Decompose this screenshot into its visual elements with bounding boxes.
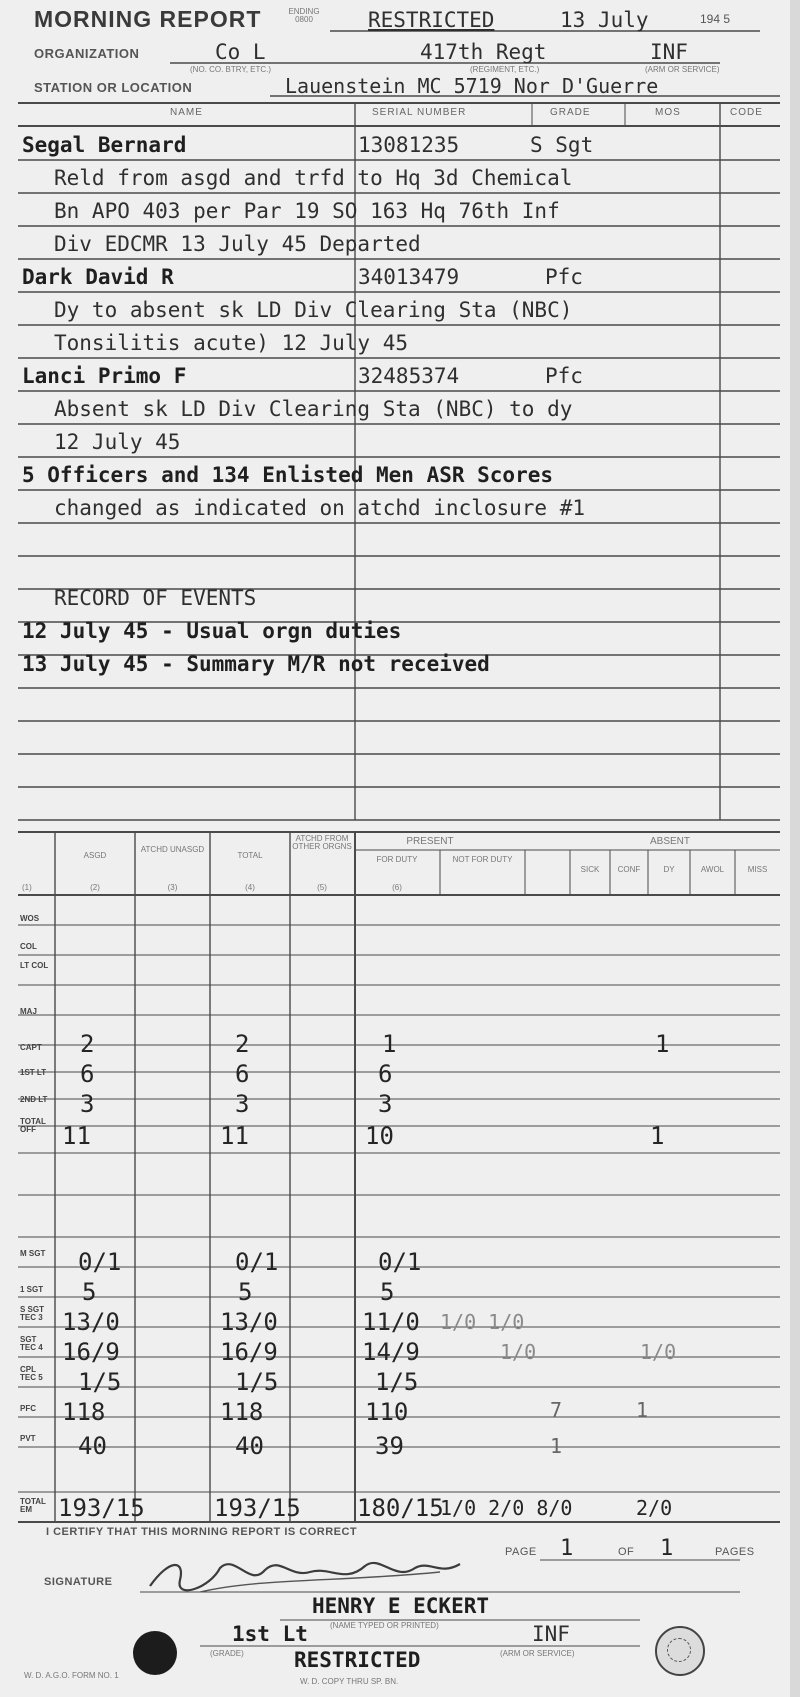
- col-grade-header: GRADE: [550, 107, 591, 118]
- ending-label: ENDING 0800: [288, 7, 320, 24]
- strength-absent: 1: [655, 1030, 670, 1058]
- col-code-header: CODE: [730, 107, 763, 118]
- rank-label: CPL TEC 5: [20, 1365, 43, 1382]
- absent-sub-header: MISS: [747, 865, 768, 874]
- name-caption: (NAME TYPED OR PRINTED): [330, 1621, 439, 1630]
- handwritten-signature: [140, 1548, 500, 1598]
- strength-asgd: 2: [80, 1030, 95, 1058]
- strength-for-duty: 180/15: [357, 1494, 444, 1522]
- event-item: 12 July 45 - Usual orgn duties: [22, 619, 402, 643]
- report-title: MORNING REPORT: [34, 6, 262, 32]
- strength-for-duty: 3: [378, 1090, 393, 1118]
- present-header: PRESENT: [406, 836, 454, 847]
- strength-total: 118: [220, 1398, 264, 1426]
- rank-label: PFC: [20, 1404, 36, 1413]
- rank-label: SGT TEC 4: [20, 1335, 43, 1352]
- regt-sub-label: (REGIMENT, ETC.): [470, 65, 540, 74]
- header-classification: RESTRICTED: [368, 8, 495, 32]
- strength-present-other: 1/0 1/0: [440, 1310, 525, 1334]
- strength-total: 13/0: [220, 1308, 278, 1336]
- entry-remark: 12 July 45: [54, 430, 181, 454]
- entry-remark: changed as indicated on atchd inclosure #1: [54, 496, 586, 520]
- organization-company: Co L: [215, 40, 266, 64]
- atchd-from-other-header: ATCHD FROM OTHER ORGNS: [292, 834, 352, 851]
- certify-statement: I CERTIFY THAT THIS MORNING REPORT IS CORRECT: [46, 1526, 358, 1538]
- strength-asgd: 5: [82, 1278, 97, 1306]
- rank-label: TOTAL EM: [20, 1497, 46, 1514]
- total-num: (4): [245, 883, 255, 892]
- strength-for-duty: 110: [365, 1398, 409, 1426]
- rank-label: M SGT: [20, 1249, 46, 1258]
- strength-for-duty: 5: [380, 1278, 395, 1306]
- strength-for-duty: 11/0: [362, 1308, 420, 1336]
- rank-label: WOS: [20, 914, 40, 923]
- strength-absent: 1: [636, 1398, 649, 1422]
- atchd-from-other-num: (5): [317, 883, 327, 892]
- rank-label: MAJ: [20, 1007, 37, 1016]
- col-name-header: NAME: [170, 107, 203, 118]
- of-label: OF: [618, 1546, 635, 1558]
- report-year: 194 5: [700, 12, 731, 26]
- grade-caption: (GRADE): [210, 1649, 244, 1658]
- entry-name: Segal Bernard: [22, 133, 187, 157]
- strength-for-duty: 6: [378, 1060, 393, 1088]
- strength-asgd: 6: [80, 1060, 95, 1088]
- strength-for-duty: 1/5: [375, 1368, 419, 1396]
- strength-asgd: 13/0: [62, 1308, 120, 1336]
- events-heading: RECORD OF EVENTS: [54, 586, 257, 610]
- strength-asgd: 0/1: [78, 1248, 122, 1276]
- entry-name: Dark David R: [22, 265, 174, 289]
- strength-present-other: 7: [550, 1398, 563, 1422]
- absent-sub-header: DY: [663, 865, 675, 874]
- rank-label: LT COL: [20, 961, 49, 970]
- atchd-unasgd-header: ATCHD UNASGD: [140, 845, 205, 854]
- col-serial-header: SERIAL NUMBER: [372, 107, 467, 118]
- strength-total: 11: [220, 1122, 249, 1150]
- for-duty-header: FOR DUTY: [376, 855, 418, 864]
- strength-asgd: 1/5: [78, 1368, 122, 1396]
- rank-label: 2ND LT: [20, 1095, 48, 1104]
- strength-absent: 1: [650, 1122, 665, 1150]
- signer-service: INF: [532, 1622, 570, 1646]
- strength-total: 193/15: [214, 1494, 301, 1522]
- station-label: STATION OR LOCATION: [34, 80, 193, 95]
- page-number: 1: [560, 1536, 574, 1561]
- copy-note: W. D. COPY THRU SP. BN.: [300, 1677, 399, 1686]
- entry-remark: Tonsilitis acute) 12 July 45: [54, 331, 409, 355]
- present-sub-header: NOT FOR DUTY: [452, 855, 513, 864]
- report-date: 13 July: [560, 8, 649, 32]
- strength-total: 40: [235, 1432, 264, 1460]
- signer-grade: 1st Lt: [232, 1622, 308, 1646]
- signer-name: HENRY E ECKERT: [312, 1594, 490, 1618]
- organization-label: ORGANIZATION: [34, 46, 140, 61]
- strength-total: 16/9: [220, 1338, 278, 1366]
- event-item: 13 July 45 - Summary M/R not received: [22, 652, 490, 676]
- entry-remark: Absent sk LD Div Clearing Sta (NBC) to dy: [54, 397, 573, 421]
- rank-label: CAPT: [20, 1043, 42, 1052]
- strength-for-duty: 0/1: [378, 1248, 422, 1276]
- atchd-unasgd-num: (3): [167, 883, 178, 892]
- form-id: W. D. A.G.O. FORM NO. 1: [24, 1671, 119, 1680]
- asgd-num: (2): [90, 883, 100, 892]
- col1-header: (1): [22, 883, 32, 892]
- strength-for-duty: 14/9: [362, 1338, 420, 1366]
- entry-grade: S Sgt: [530, 133, 594, 157]
- strength-for-duty: 10: [365, 1122, 394, 1150]
- absent-sub-header: CONF: [617, 865, 641, 874]
- punch-hole-left: [133, 1631, 177, 1675]
- strength-for-duty: 39: [375, 1432, 404, 1460]
- strength-total: 5: [238, 1278, 253, 1306]
- entry-remark: Div EDCMR 13 July 45 Departed: [54, 232, 421, 256]
- strength-asgd: 11: [62, 1122, 91, 1150]
- organization-service: INF: [650, 40, 688, 64]
- rank-label: S SGT TEC 3: [20, 1305, 45, 1322]
- strength-total: 6: [235, 1060, 250, 1088]
- strength-asgd: 16/9: [62, 1338, 120, 1366]
- strength-present-other: 1: [550, 1434, 563, 1458]
- strength-present-other: 1/0: [500, 1340, 537, 1364]
- strength-total: 3: [235, 1090, 250, 1118]
- service-sub-label: (ARM OR SERVICE): [645, 65, 720, 74]
- rank-label: 1 SGT: [20, 1285, 44, 1294]
- total-header: TOTAL: [237, 851, 263, 860]
- rank-label: 1ST LT: [20, 1068, 47, 1077]
- entry-name: Lanci Primo F: [22, 364, 187, 388]
- absent-sub-header: SICK: [580, 865, 600, 874]
- absent-sub-header: AWOL: [700, 865, 725, 874]
- entry-serial: 34013479: [358, 265, 460, 289]
- footer-classification: RESTRICTED: [294, 1648, 421, 1672]
- strength-present-other: 1/0 2/0 8/0: [440, 1496, 573, 1520]
- strength-total: 2: [235, 1030, 250, 1058]
- entry-remark: Dy to absent sk LD Div Clearing Sta (NBC): [54, 298, 573, 322]
- strength-total: 1/5: [235, 1368, 279, 1396]
- strength-absent: 1/0: [640, 1340, 677, 1364]
- entry-remark: Bn APO 403 per Par 19 SO 163 Hq 76th Inf: [54, 199, 560, 223]
- pages-label: PAGES: [715, 1546, 755, 1558]
- absent-header: ABSENT: [649, 836, 690, 847]
- col-mos-header: MOS: [655, 107, 681, 118]
- org-sub-label: (NO. CO. BTRY, ETC.): [190, 65, 272, 74]
- strength-for-duty: 1: [382, 1030, 397, 1058]
- entry-remark: Reld from asgd and trfd to Hq 3d Chemical: [54, 166, 573, 190]
- page-label: PAGE: [505, 1546, 537, 1558]
- strength-total: 0/1: [235, 1248, 279, 1276]
- official-seal-stamp: [655, 1626, 705, 1676]
- entry-name: 5 Officers and 134 Enlisted Men ASR Scores: [22, 463, 554, 487]
- service-caption: (ARM OR SERVICE): [500, 1649, 575, 1658]
- strength-asgd: 40: [78, 1432, 107, 1460]
- organization-regiment: 417th Regt: [420, 40, 547, 64]
- strength-asgd: 118: [62, 1398, 106, 1426]
- rank-label: COL: [20, 942, 37, 951]
- strength-asgd: 3: [80, 1090, 95, 1118]
- signature-label: SIGNATURE: [44, 1576, 113, 1588]
- station-value: Lauenstein MC 5719 Nor D'Guerre: [285, 74, 659, 98]
- asgd-header: ASGD: [83, 851, 107, 860]
- strength-absent: 2/0: [636, 1496, 673, 1520]
- strength-asgd: 193/15: [58, 1494, 145, 1522]
- rank-label: TOTAL OFF: [20, 1117, 46, 1134]
- entry-serial: 32485374: [358, 364, 460, 388]
- entry-serial: 13081235: [358, 133, 460, 157]
- page-total: 1: [660, 1536, 674, 1561]
- entry-grade: Pfc: [545, 364, 583, 388]
- rank-label: PVT: [20, 1434, 36, 1443]
- for-duty-num: (6): [392, 883, 402, 892]
- entry-grade: Pfc: [545, 265, 583, 289]
